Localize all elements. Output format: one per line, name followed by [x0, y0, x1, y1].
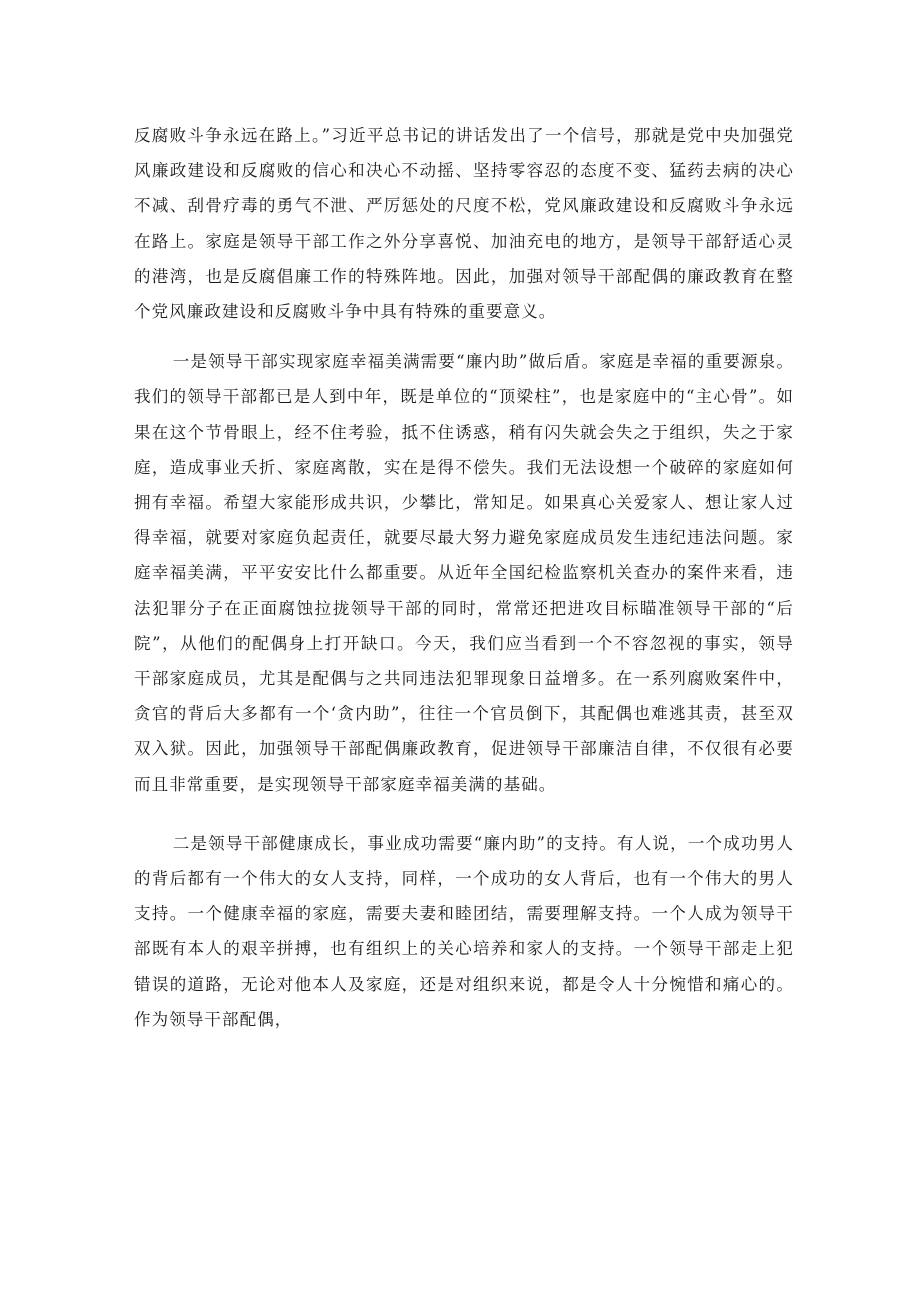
document-body — [134, 118, 794, 1037]
paragraph-point-two: 二是领导干部健康成长，事业成功需要“廉内助”的支持。有人说，一个成功男人的背后都有一个伟大的女人支持，同样，一个成功的女人背后，也有一个伟大的男人支持。一个健康幸福的家庭，需要夫妻和睦团结，需要理解支持。一个人成为领导干部既有本人的艰辛拼搏，也有组织上的关心培养和家人的支持。一个领导干部走上犯错误的道路，无论对他本人及家庭，还是对组织来说，都是令人十分惋惜和痛心的。作为领导干部配偶， — [134, 833, 794, 1029]
paragraph-point-one: 一是领导干部实现家庭幸福美满需要“廉内助”做后盾。家庭是幸福的重要源泉。我们的领导干部都已是人到中年，既是单位的“顶梁柱”，也是家庭中的“主心骨”。如果在这个节骨眼上，经不住考验，抵不住诱惑，稍有闪失就会失之于组织，失之于家庭，造成事业夭折、家庭离散，实在是得不偿失。我们无法设想一个破碎的家庭如何拥有幸福。希望大家能形成共识，少攀比，常知足。如果真心关爱家人、想让家人过得幸福，就要对家庭负起责任，就要尽最大努力避免家庭成员发生违纪违法问题。家庭幸福美满，平平安安比什么都重要。从近年全国纪检监察机关查办的案件来看，违法犯罪分子在正面腐蚀拉拢领导干部的同时，常常还把进攻目标瞄准领导干部的“后院”，从他们的配偶身上打开缺口。今天，我们应当看到一个不容忽视的事实，领导干部家庭成员，尤其是配偶与之共同违法犯罪现象日益增多。在一系列腐败案件中，贪官的背后大多都有一个‘贪内助”，往往一个官员倒下，其配偶也难逃其责，甚至双双入狱。因此，加强领导干部配偶廉政教育，促进领导干部廉洁自律，不仅很有必要而且非常重要，是实现领导干部家庭幸福美满的基础。 — [134, 352, 794, 794]
paragraph-intro: 反腐败斗争永远在路上。”习近平总书记的讲话发出了一个信号，那就是党中央加强党风廉政建设和反腐败的信心和决心不动摇、坚持零容忍的态度不变、猛药去病的决心不减、刮骨疗毒的勇气不泄、严厉惩处的尺度不松，党风廉政建设和反腐败斗争永远在路上。家庭是领导干部工作之外分享喜悦、加油充电的地方，是领导干部舒适心灵的港湾，也是反腐倡廉工作的特殊阵地。因此，加强对领导干部配偶的廉政教育在整个党风廉政建设和反腐败斗争中具有特殊的重要意义。 — [134, 126, 794, 322]
